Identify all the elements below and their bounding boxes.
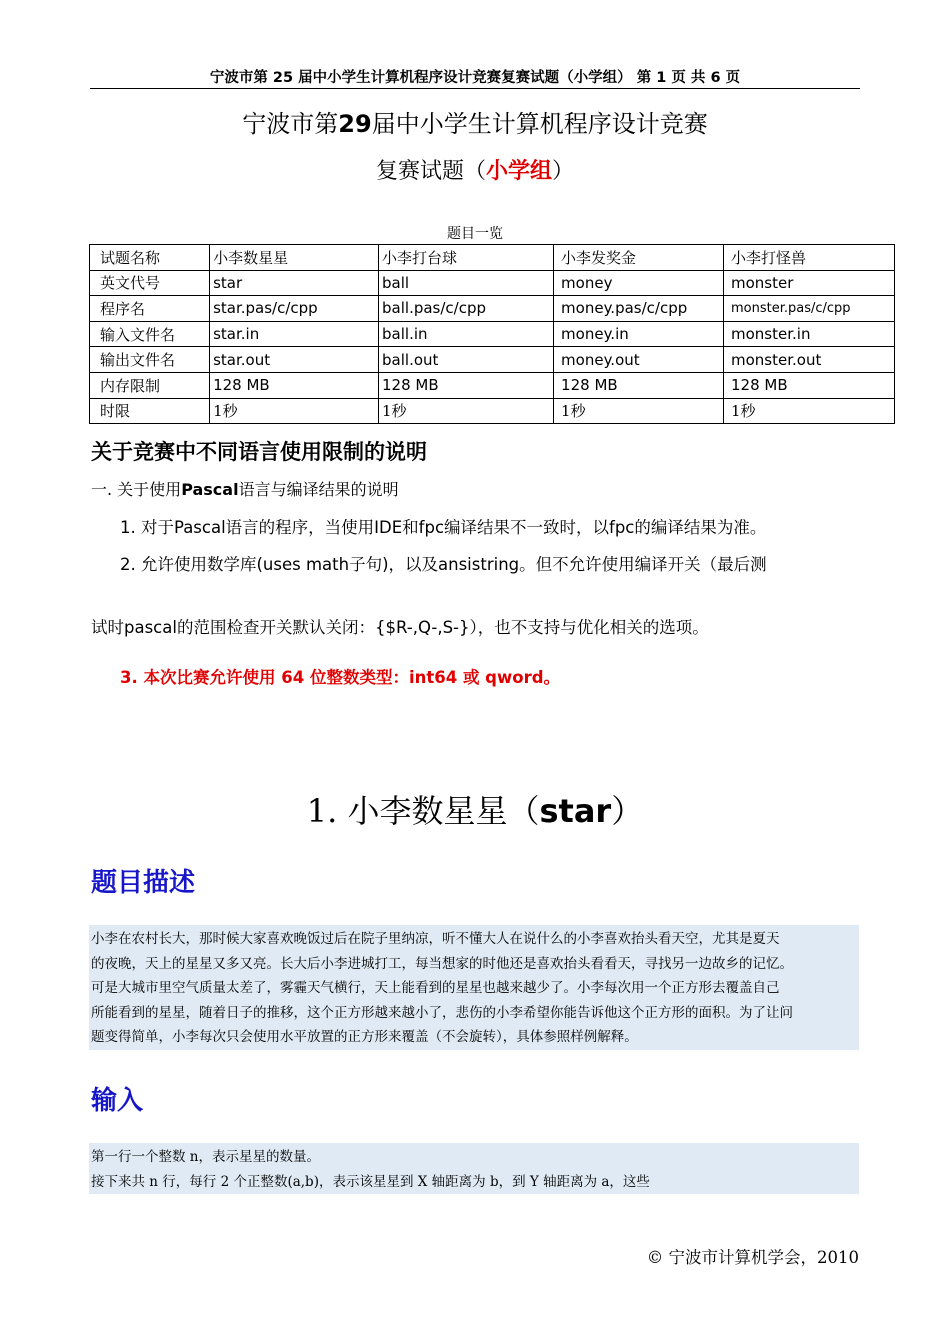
table-cell: money <box>554 270 724 296</box>
text-line: 所能看到的星星，随着日子的推移，这个正方形越来越小了，悲伤的小李希望你能告诉他这个正方形的面积。为了让问 <box>91 1004 793 1021</box>
table-cell: ball.pas/c/cpp <box>379 296 554 322</box>
table-cell: 小李发奖金 <box>554 245 724 271</box>
table-cell: star.in <box>210 321 379 347</box>
rules-sub-post: 语言与编译结果的说明 <box>238 480 399 499</box>
subtitle-post: ） <box>552 159 575 184</box>
table-cell: 1秒 <box>379 398 554 424</box>
table-cell: money.out <box>554 347 724 373</box>
text-line: 小李在农村长大，那时候大家喜欢晚饭过后在院子里纳凉，听不懂大人在说什么的小李喜欢抬头看天空，尤其是夏天 <box>91 931 780 947</box>
table-cell: 小李打台球 <box>379 245 554 271</box>
problem-title-pre: 1. 小李数星星（ <box>306 792 540 830</box>
table-row-label: 时限 <box>90 398 210 424</box>
table-cell: 小李数星星 <box>210 245 379 271</box>
document-title <box>0 104 950 139</box>
table-row-label: 试题名称 <box>90 245 210 271</box>
table-cell: ball <box>379 270 554 296</box>
problem-title-post: ） <box>611 792 644 830</box>
table-row <box>90 372 895 398</box>
description-heading: 题目描述 <box>91 868 196 898</box>
title-number: 29 <box>338 110 372 138</box>
table-cell: 128 MB <box>210 372 379 398</box>
table-row-label: 程序名 <box>90 296 210 322</box>
table-cell: monster.pas/c/cpp <box>724 296 895 322</box>
rule-item-2: 2. 允许使用数学库(uses math子句)，以及ansistring。但不允许使用编译开关（最后测 <box>120 555 767 574</box>
text-line: 第一行一个整数 n，表示星星的数量。 <box>91 1149 320 1165</box>
table-row <box>90 347 895 373</box>
table-row <box>90 270 895 296</box>
rules-subheading <box>91 477 399 500</box>
subtitle-pre: 复赛试题（ <box>375 159 486 184</box>
table-cell: star <box>210 270 379 296</box>
table-row-label: 英文代号 <box>90 270 210 296</box>
page-header: 宁波市第 25 届中小学生计算机程序设计竞赛复赛试题（小学组） 第 1 页 共 6 页 <box>90 66 860 89</box>
title-post: 届中小学生计算机程序设计竞赛 <box>371 110 708 138</box>
problem-title <box>0 786 950 832</box>
table-cell: ball.out <box>379 347 554 373</box>
table-row-label: 输出文件名 <box>90 347 210 373</box>
overview-table <box>89 244 895 424</box>
table-cell: monster.in <box>724 321 895 347</box>
rules-sub-pre: 一. 关于使用 <box>91 480 182 499</box>
table-cell: money.in <box>554 321 724 347</box>
text-line: 接下来共 n 行，每行 2 个正整数(a,b)，表示该星星到 X 轴距离为 b，到 Y 轴距离为 a，这些 <box>91 1173 650 1190</box>
document-subtitle <box>0 154 950 185</box>
table-row-label: 内存限制 <box>90 372 210 398</box>
description-box <box>89 925 859 1050</box>
rule-item-2-continued: 试时pascal的范围检查开关默认关闭：{$R-,Q-,S-}），也不支持与优化相关的选项。 <box>91 618 709 637</box>
table-cell: monster.out <box>724 347 895 373</box>
input-box <box>89 1143 859 1194</box>
problem-title-code: star <box>539 792 612 830</box>
table-cell: money.pas/c/cpp <box>554 296 724 322</box>
rule-item-3: 3. 本次比赛允许使用 64 位整数类型：int64 或 qword。 <box>120 668 561 687</box>
table-row-label: 输入文件名 <box>90 321 210 347</box>
title-pre: 宁波市第 <box>242 110 339 138</box>
table-cell: 128 MB <box>379 372 554 398</box>
overview-table-body <box>90 245 895 424</box>
table-cell: ball.in <box>379 321 554 347</box>
text-line: 可是大城市里空气质量太差了，雾霾天气横行，天上能看到的星星也越来越少了。小李每次用一个正方形去覆盖自己 <box>91 980 780 996</box>
table-row <box>90 321 895 347</box>
table-cell: monster <box>724 270 895 296</box>
table-row <box>90 296 895 322</box>
text-line: 题变得简单，小李每次只会使用水平放置的正方形来覆盖（不会旋转），具体参照样例解释。 <box>91 1029 638 1045</box>
overview-caption: 题目一览 <box>447 226 503 242</box>
table-cell: star.out <box>210 347 379 373</box>
table-cell: 1秒 <box>554 398 724 424</box>
page-footer: © 宁波市计算机学会，2010 <box>646 1248 859 1267</box>
table-cell: 1秒 <box>724 398 895 424</box>
table-row <box>90 398 895 424</box>
table-cell: 1秒 <box>210 398 379 424</box>
input-heading: 输入 <box>91 1086 144 1116</box>
rules-sub-bold: Pascal <box>181 480 239 499</box>
rules-heading: 关于竞赛中不同语言使用限制的说明 <box>91 440 427 464</box>
text-line: 的夜晚，天上的星星又多又亮。长大后小李进城打工，每当想家的时他还是喜欢抬头看看天，寻找另一边故乡的记忆。 <box>91 955 793 972</box>
table-cell: 128 MB <box>554 372 724 398</box>
subtitle-group: 小学组 <box>485 159 552 184</box>
table-cell: 128 MB <box>724 372 895 398</box>
table-cell: star.pas/c/cpp <box>210 296 379 322</box>
rule-item-1: 1. 对于Pascal语言的程序，当使用IDE和fpc编译结果不一致时，以fpc的编译结果为准。 <box>120 518 767 537</box>
table-row <box>90 245 895 271</box>
table-cell: 小李打怪兽 <box>724 245 895 271</box>
